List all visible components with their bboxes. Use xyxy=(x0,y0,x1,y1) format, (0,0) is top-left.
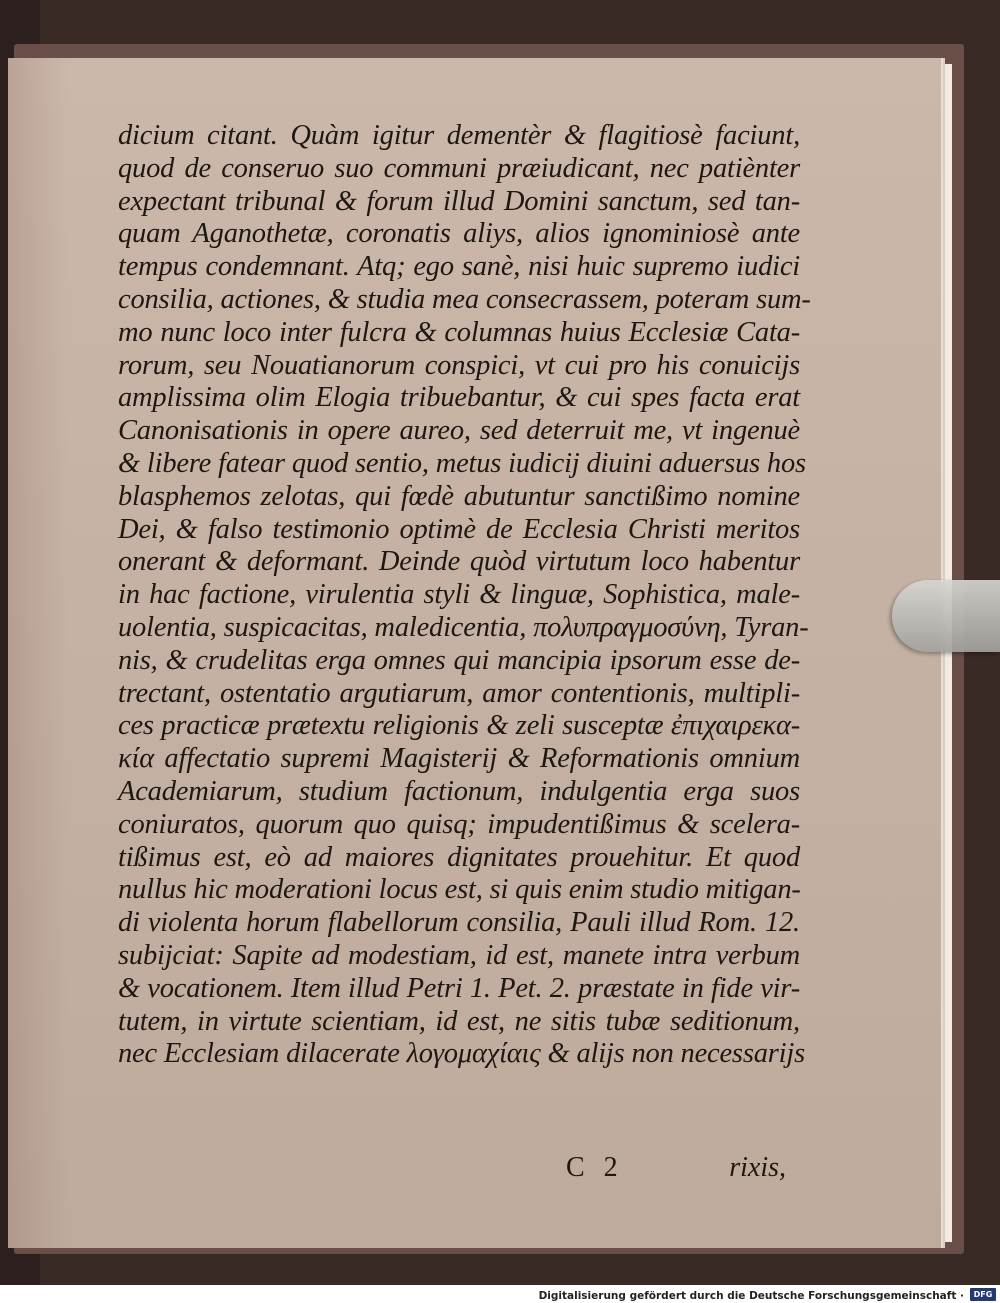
text-line: nec Ecclesiam dilacerate λογομαχίαις & alijs non necessarijs xyxy=(118,1038,805,1070)
text-line: & vocationem. Item illud Petri 1. Pet. 2. præstate in fide vir- xyxy=(118,972,800,1004)
signature-mark: C 2 xyxy=(566,1152,624,1183)
text-line: onerant & deformant. Deinde quòd virtutum loco habentur xyxy=(118,546,800,578)
text-line: nis, & crudelitas erga omnes qui mancipia ipsorum esse de- xyxy=(118,644,800,676)
text-line: κία affectatio supremi Magisterij & Reformationis omnium xyxy=(118,743,800,775)
text-line: nullus hic moderationi locus est, si quis enim studio mitigan- xyxy=(118,874,801,906)
text-line: Academiarum, studium factionum, indulgentia erga suos xyxy=(118,775,800,807)
catchword: rixis, xyxy=(729,1152,786,1183)
dfg-logo-icon: DFG xyxy=(970,1288,996,1301)
text-line: tutem, in virtute scientiam, id est, ne sitis tubæ seditionum, xyxy=(118,1005,800,1037)
text-line: tempus condemnant. Atq; ego sanè, nisi huic supremo iudici xyxy=(118,251,800,283)
page-footer xyxy=(118,1152,800,1185)
credit-text: Digitalisierung gefördert durch die Deutsche Forschungsgemeinschaft · xyxy=(538,1290,964,1302)
text-line: ces practicæ prætextu religionis & zeli susceptæ ἐπιχαιρεκα- xyxy=(118,710,800,742)
text-line: di violenta horum flabellorum consilia, Pauli illud Rom. 12. xyxy=(118,907,800,939)
text-line: rorum, seu Nouatianorum conspici, vt cui pro his conuicijs xyxy=(118,349,800,381)
text-line: amplissima olim Elogia tribuebantur, & cui spes facta erat xyxy=(118,382,800,414)
text-line: subijciat: Sapite ad modestiam, id est, manete intra verbum xyxy=(118,939,800,971)
text-line: tißimus est, eò ad maiores dignitates prouehitur. Et quod xyxy=(118,841,800,873)
text-line: mo nunc loco inter fulcra & columnas huius Ecclesiæ Cata- xyxy=(118,316,800,348)
page-edge xyxy=(941,64,952,1242)
text-line: coniuratos, quorum quo quisq; impudentißimus & scelera- xyxy=(118,808,800,840)
text-line: Canonisationis in opere aureo, sed deterruit me, vt ingenuè xyxy=(118,415,800,447)
text-line: quod de conseruo suo communi præiudicant, nec patiènter xyxy=(118,152,800,184)
text-line: quam Aganothetæ, coronatis aliys, alios ignominiosè ante xyxy=(118,218,800,250)
text-line: & libere fatear quod sentio, metus iudicij diuini aduersus hos xyxy=(118,447,806,479)
text-line: uolentia, suspicacitas, maledicentia, πολυπραγμοσύνη, Tyran- xyxy=(118,611,809,643)
text-line: trectant, ostentatio argutiarum, amor contentionis, multipli- xyxy=(118,677,800,709)
text-line: in hac factione, virulentia styli & linguæ, Sophistica, male- xyxy=(118,579,800,611)
page-text xyxy=(118,120,811,1071)
text-line: expectant tribunal & forum illud Domini sanctum, sed tan- xyxy=(118,185,800,217)
text-line: blasphemos zelotas, qui fœdè abutuntur sanctißimo nomine xyxy=(118,480,800,512)
page-clip xyxy=(892,580,1000,652)
text-line: dicium citant. Quàm igitur dementèr & flagitiosè faciunt, xyxy=(118,120,800,151)
text-line: Dei, & falso testimonio optimè de Ecclesia Christi meritos xyxy=(118,513,800,545)
text-line: consilia, actiones, & studia mea consecrassem, poteram sum- xyxy=(118,283,811,315)
